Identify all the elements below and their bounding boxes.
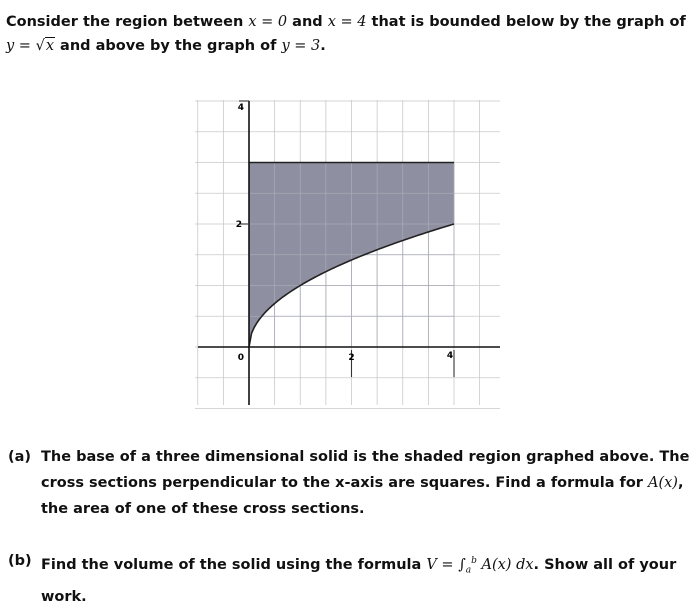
integral-upper-limit: b (471, 556, 477, 566)
sqrt-sign: √ (35, 38, 45, 54)
part-a-math-area: A(x) (648, 475, 678, 491)
intro-text-1: Consider the region between (6, 14, 249, 30)
part-b-text: Find the volume of the solid using the formula $V = \int_a^b$ A(x) dx. Show all of your work. (41, 556, 677, 605)
part-b-math-volume: V = (426, 556, 459, 573)
y-tick-label-2: 2 (235, 220, 242, 230)
y-tick-label-4: 4 (237, 103, 244, 113)
part-a (8, 444, 698, 522)
origin-label: 0 (237, 353, 244, 363)
intro-text-3: that is bounded below by the graph of (366, 14, 686, 30)
x-tick-label-2: 2 (348, 353, 355, 363)
part-a-text: The base of a three dimensional solid is the shaded region graphed above. The cross sections perpendicular to the x-axis are squares. Find a formula for A(x), the area of one of these cross sections. (41, 449, 690, 517)
intro-math-x4: x = 4 (327, 14, 367, 30)
part-b-label: (b) (8, 553, 32, 569)
intro-math-sqrt: y = √x (6, 38, 54, 54)
intro-text-2: and (287, 14, 328, 30)
integral-sign: ∫ (458, 556, 466, 573)
intro-math-x0: x = 0 (248, 14, 288, 30)
part-b (8, 548, 698, 610)
intro-text-5: . (320, 38, 326, 54)
intro-math-y3: y = 3 (281, 38, 321, 54)
x-tick-label-4: 4 (446, 351, 454, 361)
integral-lower-limit: a (465, 565, 472, 576)
intro-text-4: and above by the graph of (55, 38, 282, 54)
part-b-math-integrand: A(x) dx (476, 556, 534, 573)
part-a-label: (a) (8, 449, 32, 465)
